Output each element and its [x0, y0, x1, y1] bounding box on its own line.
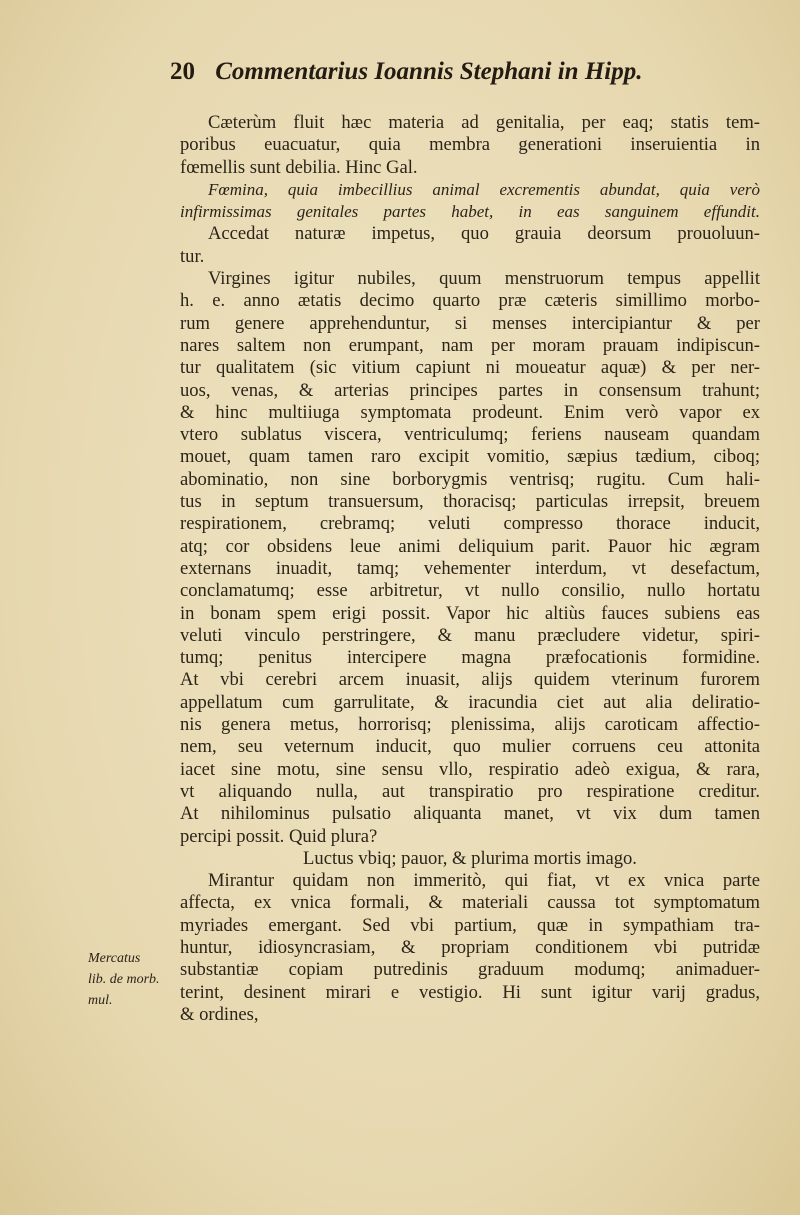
text-line: vtero sublatus viscera, ventriculumq; feriens nauseam quandam [180, 424, 760, 446]
text-line: affecta, ex vnica formali, & materiali caussa tot symptomatum [180, 892, 760, 914]
text-line: conclamatumq; esse arbitretur, vt nullo consilio, nullo hortatu [180, 580, 760, 602]
text-line: Mirantur quidam non immeritò, qui fiat, vt ex vnica parte [208, 870, 760, 892]
text-line: huntur, idiosyncrasiam, & propriam conditionem vbi putridæ [180, 936, 760, 958]
text-line: At vbi cerebri arcem inuasit, alijs quidem vterinum furorem [180, 669, 760, 691]
text-line: vt aliquando nulla, aut transpiratio pro respiratione creditur. [180, 780, 760, 802]
text-line: appellatum cum garrulitate, & iracundia ciet aut alia deliratio- [180, 691, 760, 713]
text-line: At nihilominus pulsatio aliquanta manet, vt vix dum tamen [180, 803, 760, 825]
text-line: poribus euacuatur, quia membra generationi inseruientia in [180, 134, 760, 156]
marginal-note-line: Mercatus [88, 951, 141, 966]
text-line: myriades emergant. Sed vbi partium, quæ in sympathiam tra- [180, 914, 760, 936]
body-text [180, 112, 760, 1026]
text-line: mouet, quam tamen raro excipit vomitio, sæpius tædium, ciboq; [180, 446, 760, 468]
text-line: rum genere apprehenduntur, si menses intercipiantur & per [180, 312, 760, 334]
text-line: tumq; penitus intercipere magna præfocationis formidine. [180, 647, 760, 669]
text-line: veluti vinculo perstringere, & manu præcludere videtur, spiri- [180, 624, 760, 646]
text-line: Accedat naturæ impetus, quo grauia deorsum prouoluun- [208, 223, 760, 245]
text-line: infirmissimas genitales partes habet, in eas sanguinem effundit. [180, 202, 760, 222]
text-line: tur qualitatem (sic vitium capiunt ni moueatur aquæ) & per ner- [180, 357, 760, 379]
page-number: 20 [170, 58, 195, 85]
text-line: externans inuadit, tamq; vehementer interdum, vt desefactum, [180, 557, 760, 579]
text-line: Luctus vbiq; pauor, & plurima mortis imago. [303, 847, 637, 869]
text-line: h. e. anno ætatis decimo quarto præ cæteris simillimo morbo- [180, 290, 760, 312]
marginal-note-line: lib. de morb. [88, 972, 160, 987]
text-line: nares saltem non erumpant, nam per moram prauam indipiscun- [180, 334, 760, 356]
text-line: atq; cor obsidens leue animi deliquium parit. Pauor hic ægram [180, 535, 760, 557]
text-line: terint, desinent mirari e vestigio. Hi sunt igitur varij gradus, [180, 981, 760, 1003]
text-line: nis genera metus, horrorisq; plenissima, alijs caroticam affectio- [180, 714, 760, 736]
text-line: abominatio, non sine borborygmis ventrisq; rugitu. Cum hali- [180, 468, 760, 490]
text-line: iacet sine motu, sine sensu vllo, respiratio adeò exigua, & rara, [180, 758, 760, 780]
text-line: Fœmina, quia imbecillius animal excrementis abundat, quia verò [208, 179, 760, 199]
page-header [170, 58, 730, 86]
text-line: & ordines, [180, 1003, 259, 1025]
text-line: tur. [180, 245, 205, 267]
text-line: tus in septum transuersum, thoracisq; particulas irrepsit, breuem [180, 491, 760, 513]
text-line: in bonam spem erigi possit. Vapor hic altiùs fauces subiens eas [180, 602, 760, 624]
text-line: percipi possit. Quid plura? [180, 825, 378, 847]
text-line: Virgines igitur nubiles, quum menstruorum tempus appellit [208, 268, 760, 290]
text-line: uos, venas, & arterias principes partes in consensum trahunt; [180, 379, 760, 401]
text-line: substantiæ copiam putredinis graduum modumq; animaduer- [180, 959, 760, 981]
marginal-note [88, 948, 178, 1011]
running-title: Commentarius Ioannis Stephani in Hipp. [215, 58, 643, 85]
text-line: & hinc multiiuga symptomata prodeunt. Enim verò vapor ex [180, 401, 760, 423]
text-line: fœmellis sunt debilia. Hinc Gal. [180, 156, 418, 178]
marginal-note-line: mul. [88, 993, 113, 1008]
text-line: respirationem, crebramq; veluti compresso thorace inducit, [180, 513, 760, 535]
text-line: nem, seu veternum inducit, quo mulier corruens ceu attonita [180, 736, 760, 758]
text-line: Cæterùm fluit hæc materia ad genitalia, per eaq; statis tem- [208, 112, 760, 133]
